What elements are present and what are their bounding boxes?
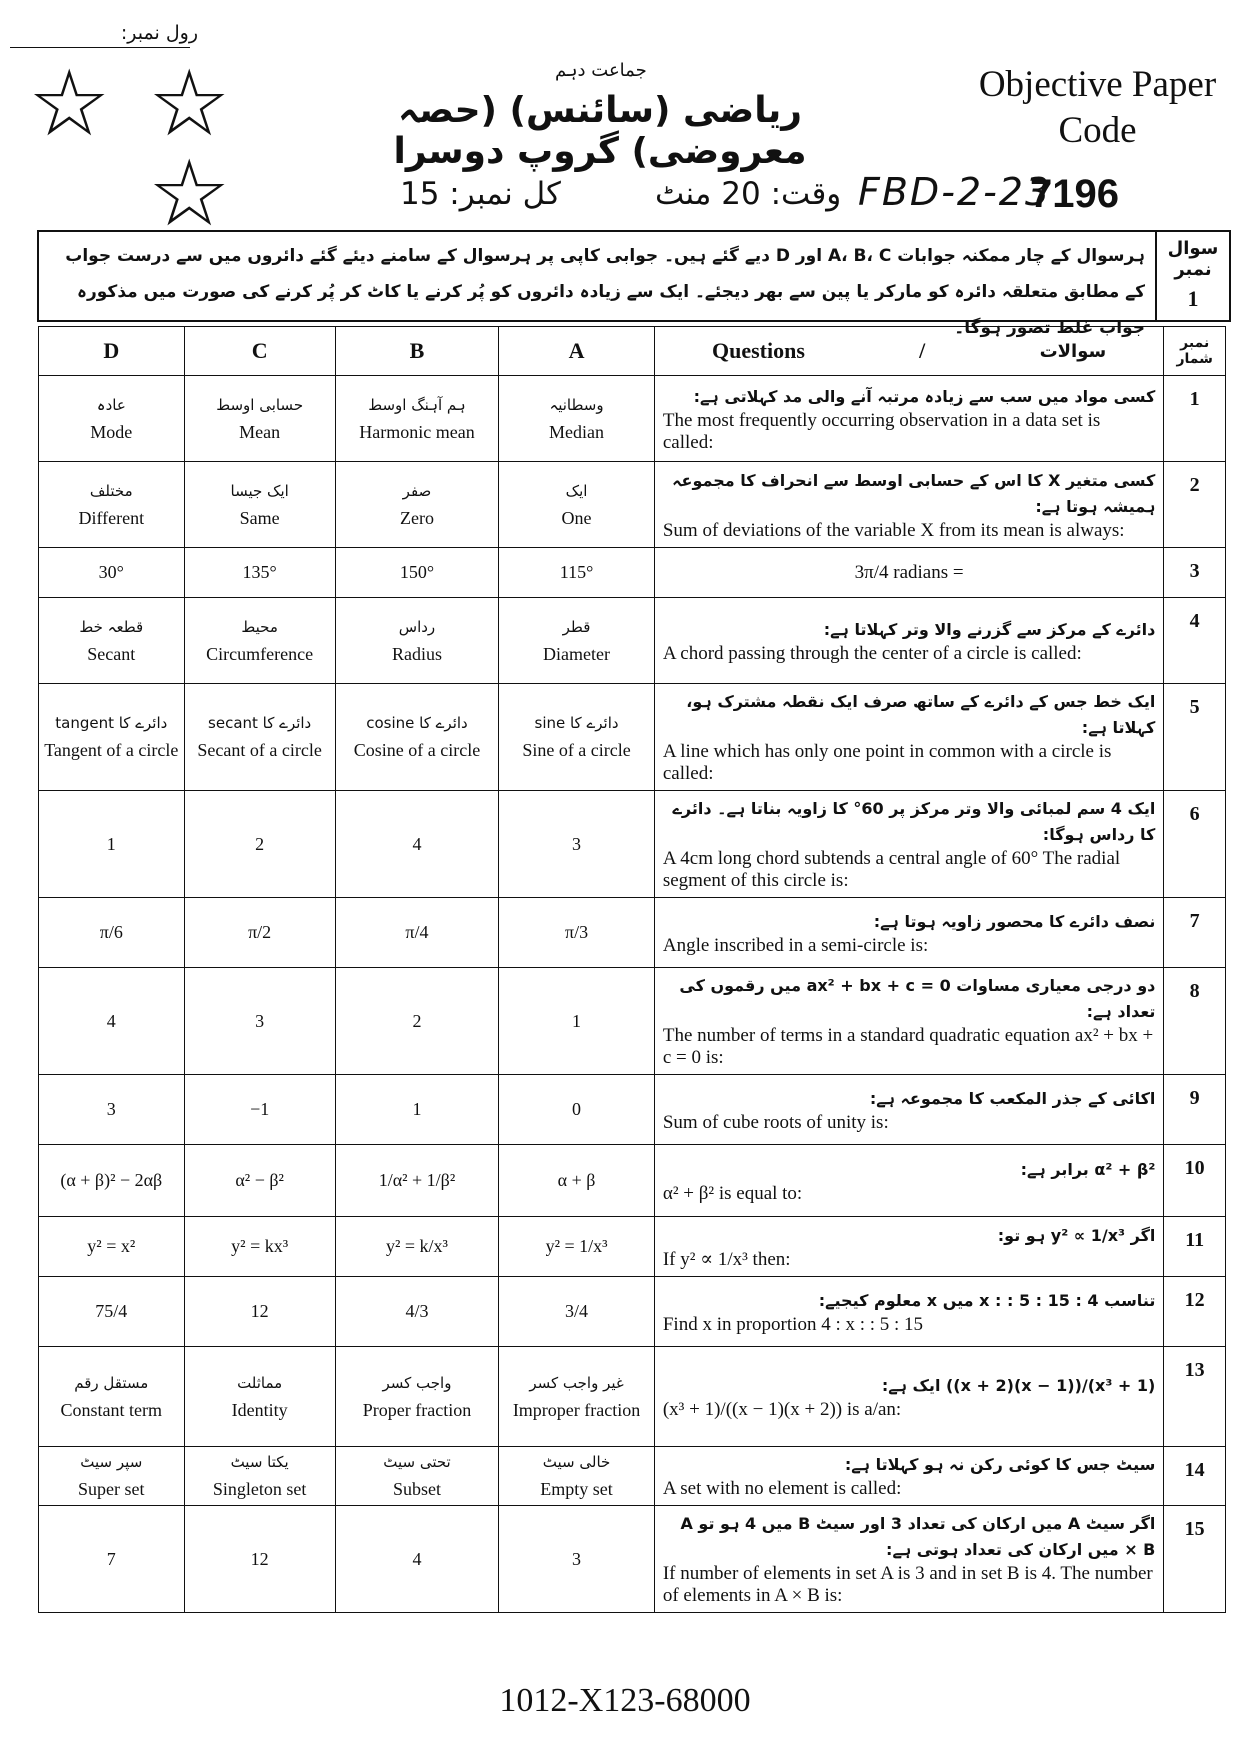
question-english: α² + β² is equal to: xyxy=(662,1182,803,1204)
question-cell xyxy=(654,898,1164,968)
option-a-urdu: ایک xyxy=(565,481,588,500)
question-english: A set with no element is called: xyxy=(662,1478,902,1499)
subject-title: ریاضی (سائنس) (حصہ معروضی) گروپ دوسرا xyxy=(393,90,807,172)
table-row xyxy=(39,1145,1226,1217)
option-c-text: −1 xyxy=(250,1099,270,1119)
roll-number-line xyxy=(10,47,190,48)
option-c-text: 12 xyxy=(250,1548,269,1569)
option-b-cell xyxy=(335,684,498,791)
question-cell xyxy=(654,548,1164,598)
question-cell xyxy=(654,462,1164,548)
paper-code: 7196 xyxy=(1030,172,1119,216)
question-number-label: سوال نمبر xyxy=(1167,238,1219,280)
option-b-cell xyxy=(335,1217,498,1277)
option-c-text: 135° xyxy=(242,562,277,582)
option-c-cell xyxy=(184,1347,335,1447)
question-english: If number of elements in set A is 3 and in set B is 4. The number of elements in A × B is: xyxy=(662,1563,1153,1606)
question-cell xyxy=(654,1277,1164,1347)
option-d-cell xyxy=(39,1277,185,1347)
option-a-cell xyxy=(499,1277,655,1347)
option-b-cell xyxy=(335,598,498,684)
table-row xyxy=(39,1506,1226,1613)
option-b-cell xyxy=(335,898,498,968)
option-c-cell xyxy=(184,1075,335,1145)
option-c-cell xyxy=(184,462,335,548)
option-d-urdu: مستقل رقم xyxy=(74,1373,149,1392)
option-b-cell xyxy=(335,968,498,1075)
question-number: 6 xyxy=(1164,791,1226,898)
table-row xyxy=(39,1277,1226,1347)
star-icon: ☆ xyxy=(28,50,111,157)
option-c-cell xyxy=(184,1145,335,1217)
question-cell xyxy=(654,598,1164,684)
question-cell xyxy=(654,1347,1164,1447)
roll-number-label: رول نمبر: xyxy=(120,22,198,44)
instructions-box xyxy=(37,230,1231,338)
option-d-text: 3 xyxy=(106,1099,116,1119)
option-b-text: Radius xyxy=(391,643,442,664)
option-d-cell xyxy=(39,791,185,898)
option-a-text: 1 xyxy=(572,1010,582,1031)
question-number: 7 xyxy=(1164,898,1226,968)
question-urdu: اگر y² ∝ 1/x³ ہو تو: xyxy=(997,1225,1156,1245)
option-c-cell xyxy=(184,898,335,968)
option-a-cell xyxy=(499,376,655,462)
option-c-cell xyxy=(184,684,335,791)
question-english: The most frequently occurring observation in a data set is called: xyxy=(662,409,1101,453)
option-a-cell xyxy=(499,1347,655,1447)
option-a-text: Improper fraction xyxy=(512,1399,641,1420)
option-b-cell xyxy=(335,1145,498,1217)
option-a-text: Sine of a circle xyxy=(522,740,631,760)
option-d-text: 1 xyxy=(106,833,116,854)
option-a-cell xyxy=(499,968,655,1075)
option-a-cell xyxy=(499,598,655,684)
question-english: A line which has only one point in common with a circle is called: xyxy=(662,741,1112,784)
option-a-text: y² = 1/x³ xyxy=(545,1236,608,1256)
header-option-b: B xyxy=(335,327,498,376)
option-a-urdu: غیر واجب کسر xyxy=(529,1373,624,1392)
question-cell xyxy=(654,1145,1164,1217)
option-d-urdu: عادہ xyxy=(96,395,126,414)
option-a-cell xyxy=(499,898,655,968)
header-questions-ur: سوالات xyxy=(1039,340,1107,362)
option-b-cell xyxy=(335,462,498,548)
option-d-cell xyxy=(39,968,185,1075)
option-d-text: π/6 xyxy=(99,922,123,942)
option-b-text: Proper fraction xyxy=(362,1399,472,1420)
question-number: 14 xyxy=(1164,1447,1226,1506)
table-row xyxy=(39,548,1226,598)
header-option-c: C xyxy=(184,327,335,376)
question-english: A 4cm long chord subtends a central angle of 60° The radial segment of this circle is: xyxy=(662,848,1121,891)
option-a-urdu: قطر xyxy=(562,617,591,636)
option-b-urdu: ہم آہنگ اوسط xyxy=(368,395,466,414)
table-row xyxy=(39,376,1226,462)
option-c-cell xyxy=(184,1447,335,1506)
option-b-cell xyxy=(335,1347,498,1447)
option-d-text: 75/4 xyxy=(95,1301,128,1321)
option-d-text: Super set xyxy=(78,1479,145,1499)
option-d-cell xyxy=(39,548,185,598)
option-b-cell xyxy=(335,1447,498,1506)
question-urdu: نصف دائرے کا محصور زاویہ ہوتا ہے: xyxy=(873,911,1156,931)
question-number: 10 xyxy=(1164,1145,1226,1217)
question-number: 9 xyxy=(1164,1075,1226,1145)
option-a-text: 3/4 xyxy=(565,1301,589,1321)
option-c-cell xyxy=(184,598,335,684)
star-icon: ☆ xyxy=(148,140,231,247)
objective-paper-label: Objective Paper xyxy=(978,64,1217,105)
header-option-d: D xyxy=(39,327,185,376)
option-b-cell xyxy=(335,1277,498,1347)
option-a-text: One xyxy=(561,507,592,528)
option-c-cell xyxy=(184,968,335,1075)
option-c-cell xyxy=(184,1277,335,1347)
option-a-urdu: وسطانیہ xyxy=(549,395,604,414)
table-row xyxy=(39,1075,1226,1145)
question-number: 2 xyxy=(1164,462,1226,548)
option-c-cell xyxy=(184,1506,335,1613)
question-english: A chord passing through the center of a circle is called: xyxy=(662,642,1082,664)
option-d-urdu: دائرے کا tangent xyxy=(55,714,168,732)
option-b-text: 150° xyxy=(399,562,435,582)
question-urdu: اگر سیٹ A میں ارکان کی تعداد 3 اور سیٹ B میں 4 ہو تو A × B میں ارکان کی تعداد ہوتی ہے: xyxy=(680,1514,1156,1559)
option-d-cell xyxy=(39,1217,185,1277)
option-b-text: Harmonic mean xyxy=(359,421,475,442)
option-a-cell xyxy=(499,1447,655,1506)
question-number-value: 1 xyxy=(1187,286,1199,311)
question-english: The number of terms in a standard quadratic equation ax² + bx + c = 0 is: xyxy=(662,1025,1154,1068)
question-urdu: دائرے کے مرکز سے گزرنے والا وتر کہلاتا ہے: xyxy=(823,619,1156,639)
question-english: Find x in proportion 4 : x : : 5 : 15 xyxy=(662,1313,924,1335)
option-d-urdu: مختلف xyxy=(89,481,133,500)
question-urdu: ایک 4 سم لمبائی والا وتر مرکز پر 60° کا زاویہ بناتا ہے۔ دائرے کا رداس ہوگا: xyxy=(672,799,1156,844)
option-c-cell xyxy=(184,1217,335,1277)
total-marks: کل نمبر: 15 xyxy=(400,176,561,212)
question-urdu: تناسب 4 : x : : 5 : 15 میں x معلوم کیجیے: xyxy=(818,1290,1156,1310)
option-b-text: 2 xyxy=(412,1010,422,1031)
option-b-text: Subset xyxy=(392,1479,441,1499)
option-b-urdu: تحتی سیٹ xyxy=(383,1453,451,1471)
table-row xyxy=(39,1447,1226,1506)
option-d-text: y² = x² xyxy=(87,1236,136,1256)
header-option-a: A xyxy=(499,327,655,376)
questions-body xyxy=(39,376,1226,1613)
handwritten-code: FBD-2-23 xyxy=(858,170,1052,214)
question-cell xyxy=(654,1217,1164,1277)
option-d-text: Tangent of a circle xyxy=(44,740,179,760)
option-d-cell xyxy=(39,684,185,791)
option-d-urdu: قطعہ خط xyxy=(79,617,144,636)
questions-table xyxy=(38,326,1226,1613)
option-a-text: 3 xyxy=(572,1548,582,1569)
table-row xyxy=(39,462,1226,548)
option-b-text: π/4 xyxy=(405,922,429,942)
question-number: 5 xyxy=(1164,684,1226,791)
question-urdu: دو درجی معیاری مساوات ax² + bx + c = 0 میں رقموں کی تعداد ہے: xyxy=(679,976,1156,1021)
option-a-text: α + β xyxy=(557,1170,596,1190)
option-d-text: 7 xyxy=(106,1548,116,1569)
option-a-text: Empty set xyxy=(540,1479,613,1499)
table-row xyxy=(39,791,1226,898)
question-number: 13 xyxy=(1164,1347,1226,1447)
header-questions xyxy=(654,327,1164,376)
question-cell xyxy=(654,968,1164,1075)
question-cell xyxy=(654,791,1164,898)
time-allowed: وقت: 20 منٹ xyxy=(655,176,842,212)
option-b-text: Zero xyxy=(399,507,434,528)
option-d-cell xyxy=(39,898,185,968)
option-b-cell xyxy=(335,548,498,598)
option-b-text: y² = k/x³ xyxy=(386,1236,448,1256)
option-c-text: Same xyxy=(239,507,280,528)
option-a-urdu: دائرے کا sine xyxy=(534,714,619,732)
question-number: 4 xyxy=(1164,598,1226,684)
option-b-text: Cosine of a circle xyxy=(353,740,481,760)
option-c-text: Singleton set xyxy=(212,1479,307,1499)
option-c-cell xyxy=(184,548,335,598)
option-d-cell xyxy=(39,1075,185,1145)
question-number: 8 xyxy=(1164,968,1226,1075)
table-row xyxy=(39,1217,1226,1277)
question-number: 15 xyxy=(1164,1506,1226,1613)
option-c-text: y² = kx³ xyxy=(231,1236,289,1256)
option-a-cell xyxy=(499,1506,655,1613)
question-urdu: (x³ + 1)/((x − 1)(x + 2)) ایک ہے: xyxy=(881,1375,1156,1395)
option-a-cell xyxy=(499,462,655,548)
option-b-text: 4/3 xyxy=(405,1301,429,1321)
option-b-urdu: دائرے کا cosine xyxy=(366,714,468,732)
question-cell xyxy=(654,1075,1164,1145)
footer-code: 1012-X123-68000 xyxy=(499,1682,751,1719)
option-c-text: 12 xyxy=(250,1301,269,1321)
option-c-text: Mean xyxy=(239,421,281,442)
option-c-text: Secant of a circle xyxy=(197,740,322,760)
option-d-cell xyxy=(39,598,185,684)
option-b-text: 1 xyxy=(412,1099,422,1119)
option-d-cell xyxy=(39,1506,185,1613)
option-d-cell xyxy=(39,1145,185,1217)
question-number-cell xyxy=(1155,232,1229,320)
option-b-text: 4 xyxy=(412,1548,422,1569)
question-urdu: ایک خط جس کے دائرے کے ساتھ صرف ایک نقطہ مشترک ہو، کہلاتا ہے: xyxy=(686,692,1156,737)
option-b-cell xyxy=(335,376,498,462)
option-a-cell xyxy=(499,1075,655,1145)
question-number: 3 xyxy=(1164,548,1226,598)
option-a-cell xyxy=(499,1145,655,1217)
option-a-text: π/3 xyxy=(564,922,589,942)
header-questions-en: Questions xyxy=(711,338,805,363)
question-cell xyxy=(654,1506,1164,1613)
question-english: Angle inscribed in a semi-circle is: xyxy=(662,934,929,956)
option-d-text: Constant term xyxy=(60,1399,163,1420)
question-english: Sum of cube roots of unity is: xyxy=(662,1111,889,1133)
option-b-urdu: واجب کسر xyxy=(382,1373,452,1392)
option-b-cell xyxy=(335,1075,498,1145)
option-a-text: 3 xyxy=(572,833,582,854)
option-b-cell xyxy=(335,1506,498,1613)
header-slash: / xyxy=(919,338,926,363)
option-b-cell xyxy=(335,791,498,898)
option-d-cell xyxy=(39,376,185,462)
option-c-urdu: مماثلت xyxy=(237,1373,283,1392)
option-d-text: (α + β)² − 2αβ xyxy=(60,1170,163,1190)
question-english: 3π/4 radians = xyxy=(854,561,964,583)
option-c-text: Identity xyxy=(231,1399,288,1420)
question-urdu: سیٹ جس کا کوئی رکن نہ ہو کہلاتا ہے: xyxy=(844,1455,1156,1474)
question-urdu: اکائی کے جذر المکعب کا مجموعہ ہے: xyxy=(869,1088,1156,1108)
option-d-urdu: سپر سیٹ xyxy=(80,1453,143,1471)
option-a-cell xyxy=(499,791,655,898)
question-number: 12 xyxy=(1164,1277,1226,1347)
option-c-text: π/2 xyxy=(248,922,272,942)
option-c-text: Circumference xyxy=(206,643,314,664)
star-icon: ☆ xyxy=(148,50,231,157)
option-b-urdu: رداس xyxy=(398,617,436,636)
question-number: 1 xyxy=(1164,376,1226,462)
question-english: Sum of deviations of the variable X from its mean is always: xyxy=(662,519,1125,541)
option-d-text: 4 xyxy=(106,1010,116,1031)
option-a-text: Median xyxy=(549,421,605,442)
option-b-urdu: صفر xyxy=(402,481,432,500)
option-d-text: Secant xyxy=(87,643,136,664)
option-a-text: Diameter xyxy=(543,643,611,664)
question-urdu: کسی متغیر X کا اس کے حسابی اوسط سے انحراف کا مجموعہ ہمیشہ ہوتا ہے: xyxy=(672,470,1156,516)
option-c-text: 3 xyxy=(255,1010,265,1031)
question-number: 11 xyxy=(1164,1217,1226,1277)
question-english: (x³ + 1)/((x − 1)(x + 2)) is a/an: xyxy=(662,1398,902,1420)
option-a-text: 115° xyxy=(559,562,594,582)
option-c-urdu: ایک جیسا xyxy=(230,481,289,500)
table-row xyxy=(39,898,1226,968)
option-d-text: Different xyxy=(78,507,145,528)
option-c-cell xyxy=(184,791,335,898)
option-c-urdu: محیط xyxy=(241,617,278,636)
option-b-text: 4 xyxy=(412,833,422,854)
option-c-urdu: یکتا سیٹ xyxy=(230,1453,289,1471)
option-d-text: Mode xyxy=(90,421,133,442)
question-urdu: α² + β² برابر ہے: xyxy=(1020,1159,1156,1179)
option-c-text: α² − β² xyxy=(235,1170,284,1190)
option-d-cell xyxy=(39,1447,185,1506)
option-d-cell xyxy=(39,1347,185,1447)
option-d-cell xyxy=(39,462,185,548)
option-a-cell xyxy=(499,1217,655,1277)
table-row xyxy=(39,684,1226,791)
question-cell xyxy=(654,376,1164,462)
option-a-cell xyxy=(499,684,655,791)
question-english: If y² ∝ 1/x³ then: xyxy=(662,1248,791,1270)
question-cell xyxy=(654,1447,1164,1506)
option-a-cell xyxy=(499,548,655,598)
option-c-urdu: دائرے کا secant xyxy=(208,714,312,732)
code-label: Code xyxy=(1058,110,1137,151)
option-b-text: 1/α² + 1/β² xyxy=(378,1170,456,1190)
question-cell xyxy=(654,684,1164,791)
question-urdu: کسی مواد میں سب سے زیادہ مرتبہ آنے والی مد کہلاتی ہے: xyxy=(693,386,1156,406)
header-serial: نمبر شمار xyxy=(1164,327,1226,376)
option-d-text: 30° xyxy=(98,562,124,582)
option-c-cell xyxy=(184,376,335,462)
table-row xyxy=(39,1347,1226,1447)
option-a-text: 0 xyxy=(572,1099,582,1119)
instructions-text: ہرسوال کے چار ممکنہ جوابات A، B، C اور D دیے گئے ہیں۔ جوابی کاپی پر ہرسوال کے سامنے دیئے گئے دائروں میں سے درست جواب کے مطابق متعلقہ دائرہ کو مارکر یا پین سے بھر دیجئے۔ ایک سے زیادہ دائروں کو پُر کرنے یا کاٹ کر پُر کرنے کی صورت میں مذکورہ جواب غلط تصور ہوگا۔ xyxy=(65,246,1145,338)
objective-paper-title xyxy=(955,62,1240,154)
option-a-urdu: خالی سیٹ xyxy=(542,1453,611,1471)
table-header-row xyxy=(39,327,1226,376)
table-row xyxy=(39,598,1226,684)
option-c-urdu: حسابی اوسط xyxy=(216,395,304,414)
table-row xyxy=(39,968,1226,1075)
class-label: جماعت دہم xyxy=(555,60,647,81)
option-c-text: 2 xyxy=(255,833,265,854)
